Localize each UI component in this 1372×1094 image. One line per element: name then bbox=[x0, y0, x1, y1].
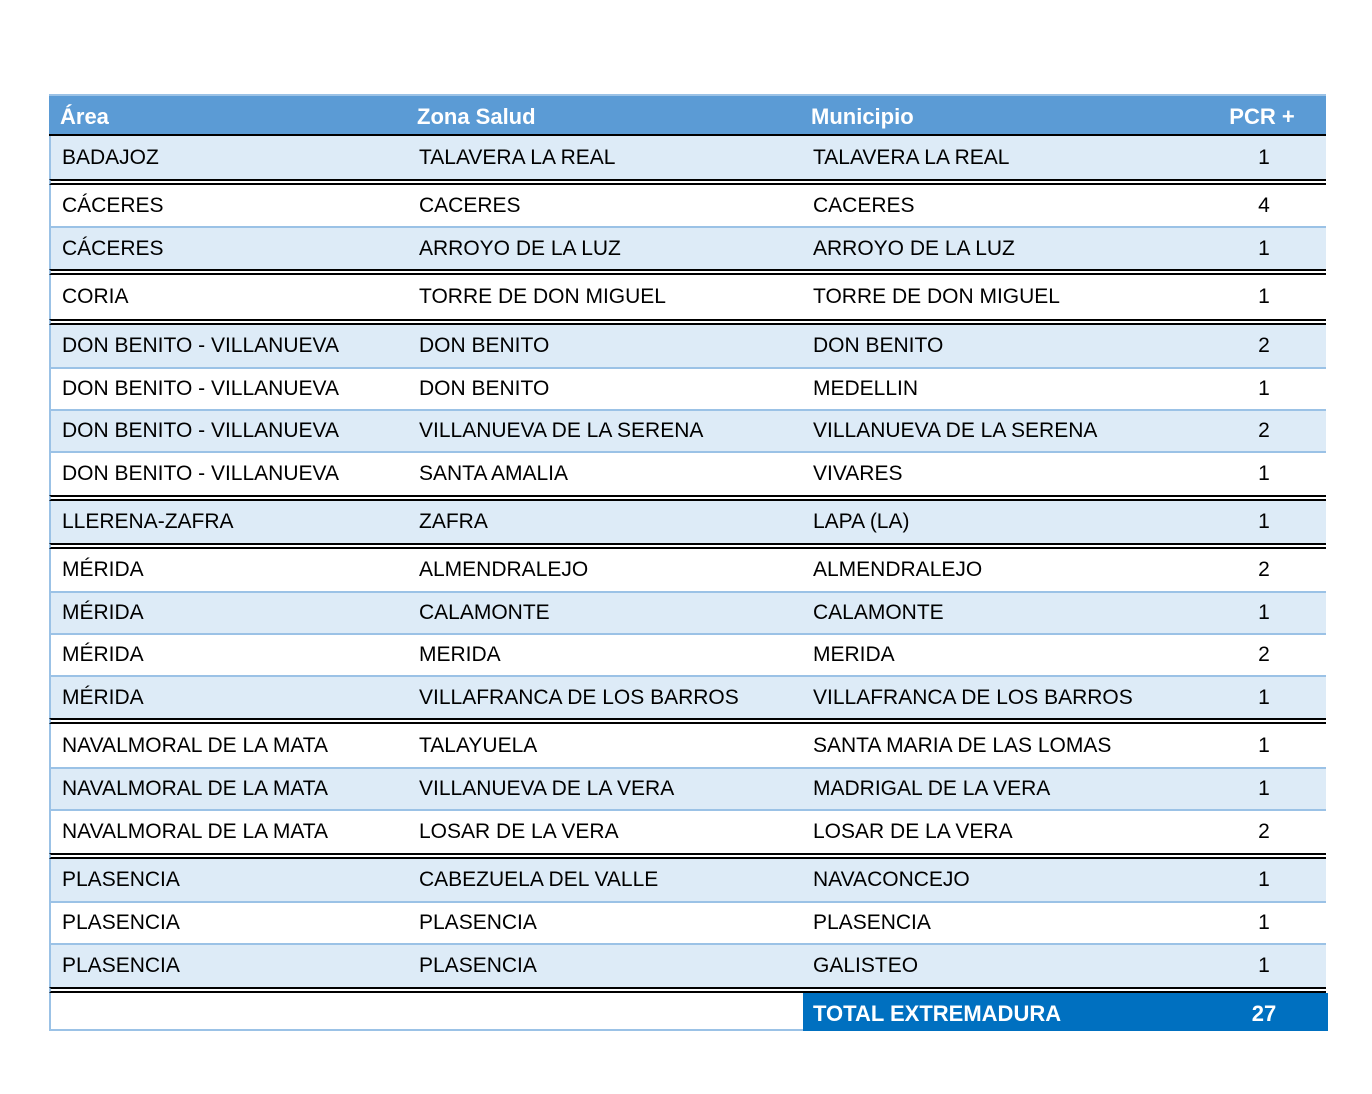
table-row bbox=[49, 325, 1326, 367]
table-row bbox=[49, 677, 1326, 718]
cell-pcr: 1 bbox=[1258, 685, 1270, 709]
table-row bbox=[49, 811, 1326, 853]
cell-pcr: 2 bbox=[1258, 334, 1270, 357]
cell-municipio: VIVARES bbox=[813, 462, 903, 485]
cell-zona: VILLAFRANCA DE LOS BARROS bbox=[419, 685, 739, 709]
total-cell bbox=[803, 993, 1328, 1031]
cell-municipio: TORRE DE DON MIGUEL bbox=[813, 285, 1060, 308]
cell-pcr: 1 bbox=[1258, 145, 1270, 169]
cell-pcr: 1 bbox=[1258, 954, 1270, 977]
table-row bbox=[49, 724, 1326, 767]
header-municipio: Municipio bbox=[811, 104, 914, 129]
cell-pcr: 1 bbox=[1258, 777, 1270, 800]
cell-zona: MERIDA bbox=[419, 643, 501, 666]
cell-municipio: LOSAR DE LA VERA bbox=[813, 820, 1013, 843]
cell-area: PLASENCIA bbox=[62, 868, 180, 891]
table-row bbox=[49, 945, 1326, 987]
header-area: Área bbox=[60, 104, 109, 129]
table-row bbox=[49, 411, 1326, 451]
cell-municipio: MERIDA bbox=[813, 643, 895, 666]
table-row bbox=[49, 136, 1326, 179]
cell-area: DON BENITO - VILLANUEVA bbox=[62, 334, 339, 357]
cell-pcr: 1 bbox=[1258, 285, 1270, 308]
cell-area: DON BENITO - VILLANUEVA bbox=[62, 462, 339, 485]
cell-area: PLASENCIA bbox=[62, 954, 180, 977]
header-pcr: PCR + bbox=[1229, 104, 1295, 129]
cell-pcr: 4 bbox=[1258, 193, 1270, 217]
cell-pcr: 1 bbox=[1258, 601, 1270, 624]
cell-area: CÁCERES bbox=[62, 236, 164, 260]
cell-area: CÁCERES bbox=[62, 193, 164, 217]
cell-pcr: 1 bbox=[1258, 236, 1270, 260]
cell-area: MÉRIDA bbox=[62, 685, 144, 709]
cell-municipio: VILLANUEVA DE LA SERENA bbox=[813, 419, 1098, 442]
cell-municipio: TALAVERA LA REAL bbox=[813, 145, 1010, 169]
table-row bbox=[49, 228, 1326, 269]
cell-municipio: VILLAFRANCA DE LOS BARROS bbox=[813, 685, 1133, 709]
cell-pcr: 1 bbox=[1258, 377, 1270, 400]
cell-zona: PLASENCIA bbox=[419, 911, 537, 934]
cell-municipio: ARROYO DE LA LUZ bbox=[813, 236, 1015, 260]
cell-pcr: 1 bbox=[1258, 733, 1270, 757]
cell-zona: CALAMONTE bbox=[419, 601, 550, 624]
cell-zona: ALMENDRALEJO bbox=[419, 558, 589, 581]
cell-municipio: NAVACONCEJO bbox=[813, 868, 970, 891]
cell-area: NAVALMORAL DE LA MATA bbox=[62, 733, 329, 757]
cell-area: PLASENCIA bbox=[62, 911, 180, 934]
cell-zona: CACERES bbox=[419, 193, 521, 217]
table-row bbox=[49, 275, 1326, 319]
cell-area: NAVALMORAL DE LA MATA bbox=[62, 777, 329, 800]
cell-zona: ZAFRA bbox=[419, 510, 488, 533]
cell-zona: LOSAR DE LA VERA bbox=[419, 820, 619, 843]
cell-municipio: DON BENITO bbox=[813, 334, 944, 357]
cell-area: MÉRIDA bbox=[62, 643, 144, 666]
table-row bbox=[49, 549, 1326, 591]
cell-zona: VILLANUEVA DE LA VERA bbox=[419, 777, 675, 800]
cell-municipio: GALISTEO bbox=[813, 954, 919, 977]
cell-municipio: PLASENCIA bbox=[813, 911, 931, 934]
table-row bbox=[49, 859, 1326, 901]
cell-area: NAVALMORAL DE LA MATA bbox=[62, 820, 329, 843]
cell-zona: SANTA AMALIA bbox=[419, 462, 568, 485]
cell-pcr: 1 bbox=[1258, 462, 1270, 485]
cell-zona: CABEZUELA DEL VALLE bbox=[419, 868, 659, 891]
cell-zona: ARROYO DE LA LUZ bbox=[419, 236, 621, 260]
total-row bbox=[49, 993, 1326, 1031]
cell-municipio: LAPA (LA) bbox=[813, 510, 910, 533]
table-row bbox=[49, 769, 1326, 809]
cell-pcr: 2 bbox=[1258, 820, 1270, 843]
cell-municipio: MADRIGAL DE LA VERA bbox=[813, 777, 1051, 800]
cell-municipio: CACERES bbox=[813, 193, 915, 217]
cell-area: CORIA bbox=[62, 285, 129, 308]
cell-area: MÉRIDA bbox=[62, 601, 144, 624]
cell-area: BADAJOZ bbox=[62, 145, 159, 169]
cell-zona: DON BENITO bbox=[419, 377, 550, 400]
cell-area: MÉRIDA bbox=[62, 558, 144, 581]
cell-zona: VILLANUEVA DE LA SERENA bbox=[419, 419, 704, 442]
cell-pcr: 2 bbox=[1258, 558, 1270, 581]
pcr-table bbox=[49, 94, 1326, 1031]
cell-zona: PLASENCIA bbox=[419, 954, 537, 977]
cell-zona: TORRE DE DON MIGUEL bbox=[419, 285, 666, 308]
cell-pcr: 2 bbox=[1258, 643, 1270, 666]
cell-zona: DON BENITO bbox=[419, 334, 550, 357]
table-header bbox=[49, 94, 1326, 134]
cell-pcr: 1 bbox=[1258, 868, 1270, 891]
table-row bbox=[49, 453, 1326, 495]
total-label: TOTAL EXTREMADURA bbox=[813, 1001, 1062, 1026]
table-row bbox=[49, 635, 1326, 675]
cell-pcr: 1 bbox=[1258, 510, 1270, 533]
cell-area: LLERENA-ZAFRA bbox=[62, 510, 234, 533]
table-row bbox=[49, 501, 1326, 543]
cell-area: DON BENITO - VILLANUEVA bbox=[62, 377, 339, 400]
total-value: 27 bbox=[1251, 1001, 1277, 1026]
table-row bbox=[49, 593, 1326, 633]
cell-pcr: 2 bbox=[1258, 419, 1270, 442]
cell-municipio: CALAMONTE bbox=[813, 601, 944, 624]
cell-zona: TALAYUELA bbox=[419, 733, 538, 757]
cell-municipio: ALMENDRALEJO bbox=[813, 558, 983, 581]
cell-zona: TALAVERA LA REAL bbox=[419, 145, 616, 169]
header-zona-salud: Zona Salud bbox=[417, 104, 536, 129]
table-row bbox=[49, 903, 1326, 943]
table-row bbox=[49, 185, 1326, 226]
cell-municipio: MEDELLIN bbox=[813, 377, 919, 400]
table-row bbox=[49, 369, 1326, 409]
cell-municipio: SANTA MARIA DE LAS LOMAS bbox=[813, 733, 1112, 757]
cell-area: DON BENITO - VILLANUEVA bbox=[62, 419, 339, 442]
cell-pcr: 1 bbox=[1258, 911, 1270, 934]
